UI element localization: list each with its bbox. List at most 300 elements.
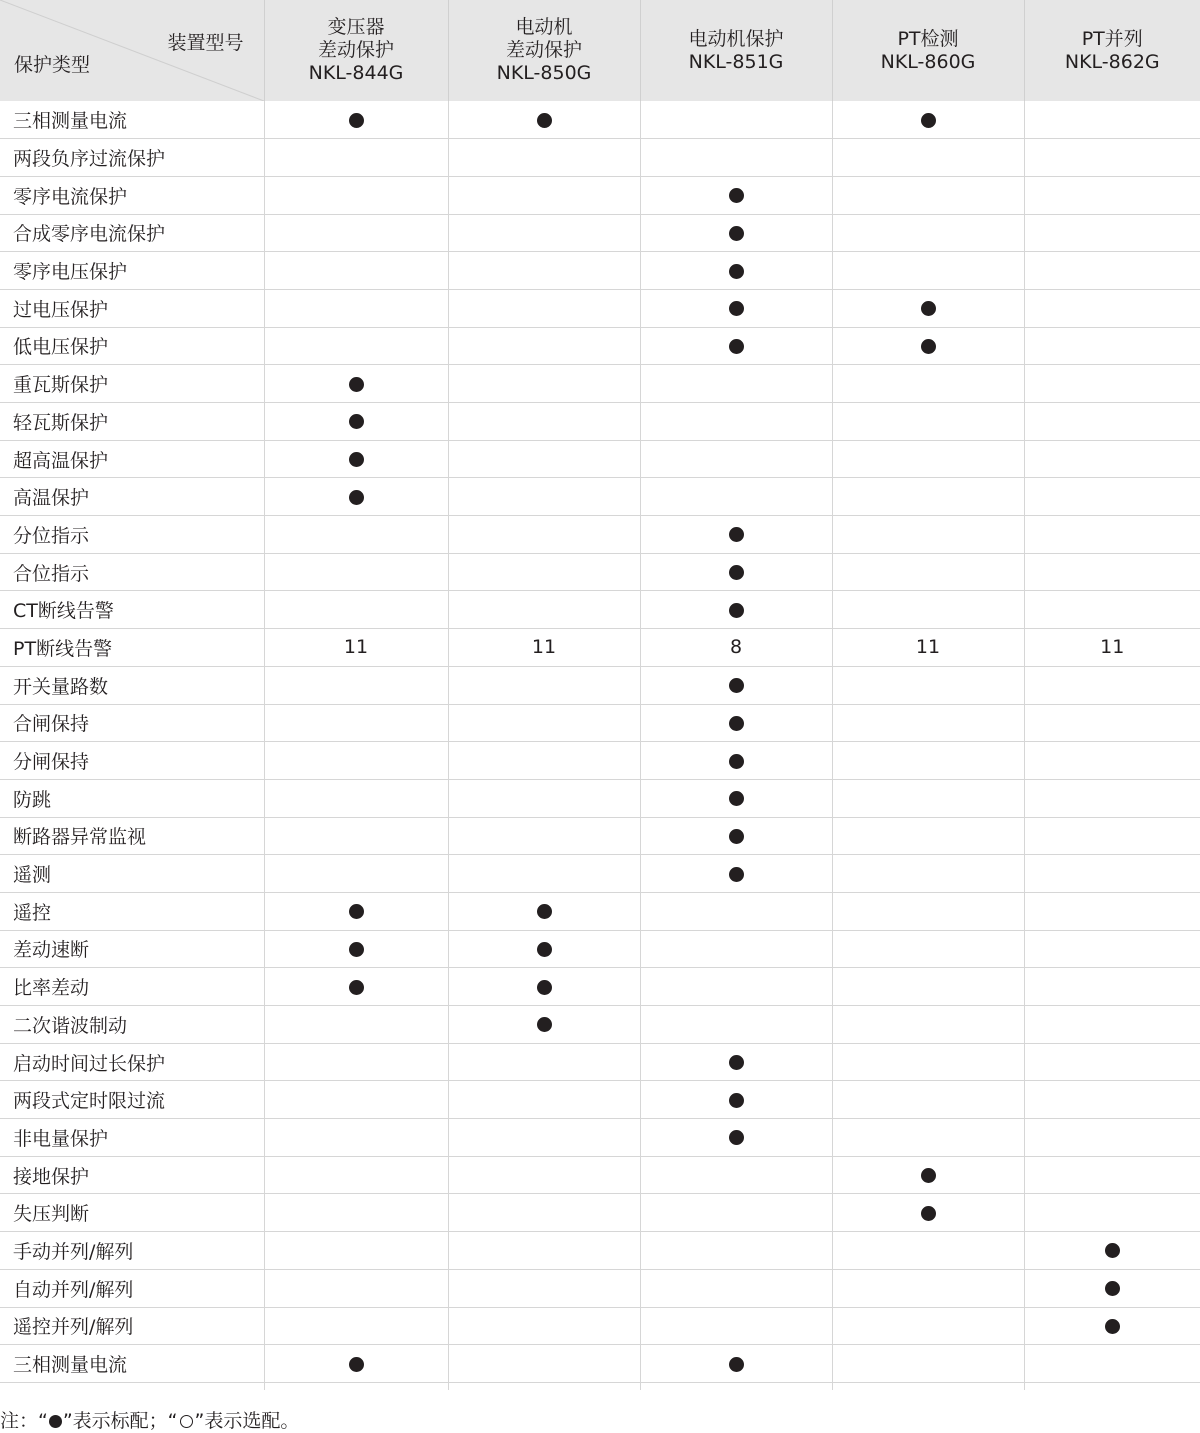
standard-dot-icon <box>729 226 744 241</box>
table-row <box>0 440 1200 478</box>
table-row <box>0 1269 1200 1307</box>
feature-cell <box>448 892 640 930</box>
protection-type-name: 启动时间过长保护 <box>0 1043 264 1081</box>
feature-cell <box>640 855 832 893</box>
standard-dot-icon <box>729 1130 744 1145</box>
feature-cell <box>264 1307 448 1345</box>
device-header-line: 差动保护 <box>265 39 448 62</box>
protection-type-name: 非电量保护 <box>0 1119 264 1157</box>
table-row <box>0 101 1200 139</box>
feature-cell <box>1024 1232 1200 1270</box>
protection-type-name: 重瓦斯保护 <box>0 365 264 403</box>
device-model-label: 装置型号 <box>167 32 243 55</box>
feature-cell <box>448 252 640 290</box>
feature-cell <box>1024 855 1200 893</box>
feature-cell <box>1024 440 1200 478</box>
feature-cell <box>832 440 1024 478</box>
spacer-cell <box>264 1382 448 1390</box>
table-row <box>0 176 1200 214</box>
feature-cell <box>448 742 640 780</box>
feature-cell <box>264 1043 448 1081</box>
standard-dot-icon <box>537 1017 552 1032</box>
standard-dot-icon <box>1105 1243 1120 1258</box>
table-row <box>0 1006 1200 1044</box>
feature-cell <box>640 327 832 365</box>
feature-cell <box>448 403 640 441</box>
feature-cell <box>832 139 1024 177</box>
feature-cell <box>640 666 832 704</box>
protection-type-name: 三相测量电流 <box>0 101 264 139</box>
feature-cell <box>640 817 832 855</box>
protection-type-name: 分闸保持 <box>0 742 264 780</box>
standard-dot-icon <box>349 377 364 392</box>
header-row <box>0 0 1200 101</box>
feature-cell <box>640 478 832 516</box>
feature-cell <box>640 516 832 554</box>
protection-type-name: 遥控并列/解列 <box>0 1307 264 1345</box>
device-header-line: 变压器 <box>265 16 448 39</box>
table-row <box>0 591 1200 629</box>
standard-dot-icon <box>729 754 744 769</box>
feature-cell <box>264 327 448 365</box>
feature-cell <box>832 289 1024 327</box>
feature-cell <box>640 968 832 1006</box>
protection-type-name: 自动并列/解列 <box>0 1269 264 1307</box>
feature-cell <box>448 176 640 214</box>
standard-dot-icon <box>729 1093 744 1108</box>
protection-type-name: 过电压保护 <box>0 289 264 327</box>
standard-dot-icon <box>921 1168 936 1183</box>
cell-value: 8 <box>730 636 742 658</box>
standard-dot-icon <box>1105 1281 1120 1296</box>
feature-cell <box>264 666 448 704</box>
feature-cell <box>640 1232 832 1270</box>
feature-cell <box>1024 1269 1200 1307</box>
feature-cell <box>448 440 640 478</box>
feature-cell <box>448 968 640 1006</box>
feature-cell <box>264 252 448 290</box>
feature-cell <box>640 1269 832 1307</box>
table-row <box>0 1119 1200 1157</box>
protection-type-name: PT断线告警 <box>0 629 264 667</box>
standard-dot-icon <box>921 1206 936 1221</box>
standard-dot-icon <box>729 301 744 316</box>
feature-cell <box>640 139 832 177</box>
feature-cell <box>1024 779 1200 817</box>
feature-cell <box>640 553 832 591</box>
feature-cell <box>1024 403 1200 441</box>
protection-type-name: 手动并列/解列 <box>0 1232 264 1270</box>
standard-dot-icon <box>349 490 364 505</box>
feature-cell <box>448 1345 640 1383</box>
feature-cell <box>448 629 640 667</box>
table-row <box>0 214 1200 252</box>
feature-cell <box>448 1043 640 1081</box>
feature-cell <box>448 666 640 704</box>
feature-cell <box>264 1156 448 1194</box>
protection-type-name: 比率差动 <box>0 968 264 1006</box>
table-row <box>0 139 1200 177</box>
standard-dot-icon <box>921 113 936 128</box>
feature-cell <box>832 930 1024 968</box>
feature-cell <box>448 704 640 742</box>
protection-type-name: 两段负序过流保护 <box>0 139 264 177</box>
standard-dot-icon <box>537 942 552 957</box>
standard-dot-icon <box>349 1357 364 1372</box>
feature-cell <box>448 930 640 968</box>
standard-dot-icon <box>349 113 364 128</box>
spacer-cell <box>1024 1382 1200 1390</box>
feature-cell <box>448 1194 640 1232</box>
device-header-nkl-860g <box>832 0 1024 101</box>
feature-cell <box>832 1119 1024 1157</box>
table-row <box>0 1194 1200 1232</box>
standard-dot-icon <box>921 301 936 316</box>
standard-dot-icon <box>537 904 552 919</box>
feature-cell <box>832 252 1024 290</box>
feature-cell <box>832 742 1024 780</box>
feature-cell <box>832 1081 1024 1119</box>
feature-cell <box>264 1006 448 1044</box>
standard-dot-icon <box>729 264 744 279</box>
feature-cell <box>832 327 1024 365</box>
device-header-line: PT检测 <box>833 28 1024 51</box>
standard-dot-icon <box>921 339 936 354</box>
feature-cell <box>1024 214 1200 252</box>
feature-cell <box>1024 591 1200 629</box>
standard-dot-icon <box>537 980 552 995</box>
feature-cell <box>640 1043 832 1081</box>
protection-type-name: 失压判断 <box>0 1194 264 1232</box>
feature-cell <box>832 403 1024 441</box>
feature-cell <box>640 365 832 403</box>
feature-cell <box>640 252 832 290</box>
table-row <box>0 1081 1200 1119</box>
feature-cell <box>448 779 640 817</box>
feature-cell <box>1024 1307 1200 1345</box>
feature-cell <box>832 1043 1024 1081</box>
feature-cell <box>640 742 832 780</box>
feature-cell <box>832 1345 1024 1383</box>
feature-cell <box>832 968 1024 1006</box>
feature-cell <box>264 139 448 177</box>
table-row <box>0 968 1200 1006</box>
feature-cell <box>1024 176 1200 214</box>
feature-cell <box>448 817 640 855</box>
feature-cell <box>640 1006 832 1044</box>
legend-note <box>0 1406 299 1433</box>
device-header-line: NKL-862G <box>1025 51 1200 74</box>
feature-cell <box>448 1307 640 1345</box>
feature-cell <box>1024 365 1200 403</box>
feature-cell <box>448 591 640 629</box>
spacer-cell <box>448 1382 640 1390</box>
table-row <box>0 365 1200 403</box>
feature-cell <box>264 440 448 478</box>
standard-dot-icon <box>349 942 364 957</box>
device-header-nkl-862g <box>1024 0 1200 101</box>
standard-dot-icon <box>1105 1319 1120 1334</box>
note-optional-text: ”表示选配。 <box>195 1410 300 1432</box>
feature-cell <box>640 1156 832 1194</box>
feature-cell <box>832 855 1024 893</box>
feature-cell <box>640 176 832 214</box>
standard-dot-icon <box>729 829 744 844</box>
protection-type-name: 低电压保护 <box>0 327 264 365</box>
standard-dot-icon <box>537 113 552 128</box>
feature-cell <box>448 327 640 365</box>
table-row <box>0 1156 1200 1194</box>
feature-cell <box>264 1081 448 1119</box>
feature-cell <box>448 855 640 893</box>
spacer-cell <box>640 1382 832 1390</box>
standard-dot-icon <box>729 1055 744 1070</box>
feature-cell <box>264 892 448 930</box>
feature-cell <box>1024 101 1200 139</box>
note-standard-text: ”表示标配；“ <box>63 1410 178 1432</box>
feature-cell <box>832 704 1024 742</box>
cell-value: 11 <box>344 636 368 658</box>
feature-cell <box>264 176 448 214</box>
feature-cell <box>640 779 832 817</box>
feature-cell <box>448 289 640 327</box>
feature-cell <box>448 214 640 252</box>
table-row <box>0 930 1200 968</box>
table-tail-spacer <box>0 1382 1200 1390</box>
feature-cell <box>1024 704 1200 742</box>
feature-cell <box>640 1194 832 1232</box>
feature-cell <box>264 289 448 327</box>
feature-cell <box>448 101 640 139</box>
feature-cell <box>1024 742 1200 780</box>
device-header-line: 电动机保护 <box>641 28 832 51</box>
standard-dot-icon <box>729 1357 744 1372</box>
feature-cell <box>264 968 448 1006</box>
corner-header-cell <box>0 0 264 101</box>
feature-cell <box>1024 892 1200 930</box>
feature-cell <box>264 1194 448 1232</box>
protection-type-name: 二次谐波制动 <box>0 1006 264 1044</box>
feature-cell <box>448 516 640 554</box>
table-row <box>0 1345 1200 1383</box>
feature-cell <box>1024 139 1200 177</box>
device-header-line: 差动保护 <box>449 39 640 62</box>
protection-type-name: 合闸保持 <box>0 704 264 742</box>
device-header-nkl-851g <box>640 0 832 101</box>
feature-cell <box>832 214 1024 252</box>
feature-cell <box>1024 817 1200 855</box>
protection-type-name: 开关量路数 <box>0 666 264 704</box>
table-row <box>0 327 1200 365</box>
feature-cell <box>1024 1006 1200 1044</box>
feature-cell <box>1024 1119 1200 1157</box>
feature-cell <box>832 591 1024 629</box>
protection-type-name: 断路器异常监视 <box>0 817 264 855</box>
feature-cell <box>264 1232 448 1270</box>
feature-cell <box>640 403 832 441</box>
feature-cell <box>264 591 448 629</box>
device-header-line: NKL-850G <box>449 62 640 85</box>
feature-cell <box>832 1269 1024 1307</box>
feature-cell <box>1024 327 1200 365</box>
feature-cell <box>832 629 1024 667</box>
table-row <box>0 478 1200 516</box>
device-header-line: NKL-851G <box>641 51 832 74</box>
protection-type-name: 零序电流保护 <box>0 176 264 214</box>
standard-dot-icon <box>729 339 744 354</box>
feature-cell <box>1024 553 1200 591</box>
feature-cell <box>640 704 832 742</box>
feature-cell <box>264 101 448 139</box>
feature-cell <box>640 440 832 478</box>
standard-dot-icon <box>349 452 364 467</box>
standard-dot-icon <box>349 980 364 995</box>
feature-cell <box>448 365 640 403</box>
standard-dot-icon <box>349 904 364 919</box>
feature-cell <box>1024 1081 1200 1119</box>
table-row <box>0 403 1200 441</box>
feature-cell <box>264 629 448 667</box>
table-row <box>0 1307 1200 1345</box>
feature-cell <box>832 553 1024 591</box>
standard-dot-icon <box>729 603 744 618</box>
feature-cell <box>264 214 448 252</box>
feature-cell <box>832 892 1024 930</box>
feature-cell <box>1024 289 1200 327</box>
feature-cell <box>640 289 832 327</box>
feature-cell <box>640 892 832 930</box>
feature-cell <box>264 817 448 855</box>
table-row <box>0 666 1200 704</box>
cell-value: 11 <box>1100 636 1124 658</box>
feature-cell <box>448 1269 640 1307</box>
feature-cell <box>264 930 448 968</box>
protection-type-name: 轻瓦斯保护 <box>0 403 264 441</box>
feature-cell <box>832 779 1024 817</box>
feature-cell <box>1024 666 1200 704</box>
feature-cell <box>832 1307 1024 1345</box>
feature-cell <box>448 1156 640 1194</box>
feature-cell <box>264 403 448 441</box>
device-header-nkl-844g <box>264 0 448 101</box>
feature-cell <box>1024 629 1200 667</box>
feature-cell <box>448 1232 640 1270</box>
protection-type-name: 差动速断 <box>0 930 264 968</box>
protection-type-label: 保护类型 <box>14 54 90 77</box>
feature-cell <box>640 629 832 667</box>
feature-cell <box>640 1119 832 1157</box>
feature-cell <box>832 1156 1024 1194</box>
standard-dot-icon <box>729 188 744 203</box>
table-row <box>0 779 1200 817</box>
feature-cell <box>448 1081 640 1119</box>
feature-cell <box>640 1345 832 1383</box>
device-header-nkl-850g <box>448 0 640 101</box>
feature-cell <box>832 516 1024 554</box>
protection-type-name: 防跳 <box>0 779 264 817</box>
feature-cell <box>1024 1156 1200 1194</box>
standard-dot-icon <box>349 414 364 429</box>
standard-dot-icon <box>729 565 744 580</box>
feature-cell <box>448 553 640 591</box>
feature-cell <box>832 365 1024 403</box>
feature-cell <box>1024 516 1200 554</box>
standard-dot-icon <box>729 716 744 731</box>
feature-cell <box>832 176 1024 214</box>
protection-type-name: 高温保护 <box>0 478 264 516</box>
table-row <box>0 892 1200 930</box>
feature-cell <box>832 101 1024 139</box>
feature-cell <box>264 1269 448 1307</box>
standard-dot-icon <box>729 791 744 806</box>
standard-dot-icon <box>49 1415 62 1428</box>
table-row <box>0 516 1200 554</box>
table-body <box>0 101 1200 1390</box>
feature-cell <box>448 1119 640 1157</box>
cell-value: 11 <box>916 636 940 658</box>
feature-cell <box>264 704 448 742</box>
table-row <box>0 817 1200 855</box>
feature-cell <box>640 1081 832 1119</box>
protection-type-name: 接地保护 <box>0 1156 264 1194</box>
protection-type-name: 超高温保护 <box>0 440 264 478</box>
feature-cell <box>1024 930 1200 968</box>
feature-cell <box>448 1006 640 1044</box>
feature-cell <box>264 1119 448 1157</box>
table-row <box>0 553 1200 591</box>
feature-cell <box>264 365 448 403</box>
protection-type-name: 合位指示 <box>0 553 264 591</box>
feature-cell <box>832 478 1024 516</box>
feature-cell <box>1024 968 1200 1006</box>
feature-cell <box>640 214 832 252</box>
feature-cell <box>832 1006 1024 1044</box>
protection-type-name: 分位指示 <box>0 516 264 554</box>
spacer-cell <box>0 1382 264 1390</box>
feature-cell <box>832 817 1024 855</box>
standard-dot-icon <box>729 527 744 542</box>
protection-type-name: 两段式定时限过流 <box>0 1081 264 1119</box>
device-header-line: 电动机 <box>449 16 640 39</box>
device-header-line: PT并列 <box>1025 28 1200 51</box>
feature-cell <box>264 553 448 591</box>
feature-cell <box>264 1345 448 1383</box>
table-row <box>0 704 1200 742</box>
spacer-cell <box>832 1382 1024 1390</box>
table-row <box>0 1043 1200 1081</box>
cell-value: 11 <box>532 636 556 658</box>
feature-cell <box>1024 1345 1200 1383</box>
protection-type-name: 遥控 <box>0 892 264 930</box>
protection-type-name: 三相测量电流 <box>0 1345 264 1383</box>
feature-cell <box>640 1307 832 1345</box>
standard-dot-icon <box>729 678 744 693</box>
feature-cell <box>1024 478 1200 516</box>
feature-cell <box>264 855 448 893</box>
feature-cell <box>1024 252 1200 290</box>
feature-cell <box>640 101 832 139</box>
table-row <box>0 1232 1200 1270</box>
feature-cell <box>832 1232 1024 1270</box>
feature-cell <box>640 591 832 629</box>
table-row <box>0 252 1200 290</box>
feature-cell <box>264 478 448 516</box>
table-row <box>0 742 1200 780</box>
protection-type-name: 遥测 <box>0 855 264 893</box>
protection-type-name: CT断线告警 <box>0 591 264 629</box>
optional-circle-icon <box>180 1415 193 1428</box>
feature-cell <box>264 742 448 780</box>
